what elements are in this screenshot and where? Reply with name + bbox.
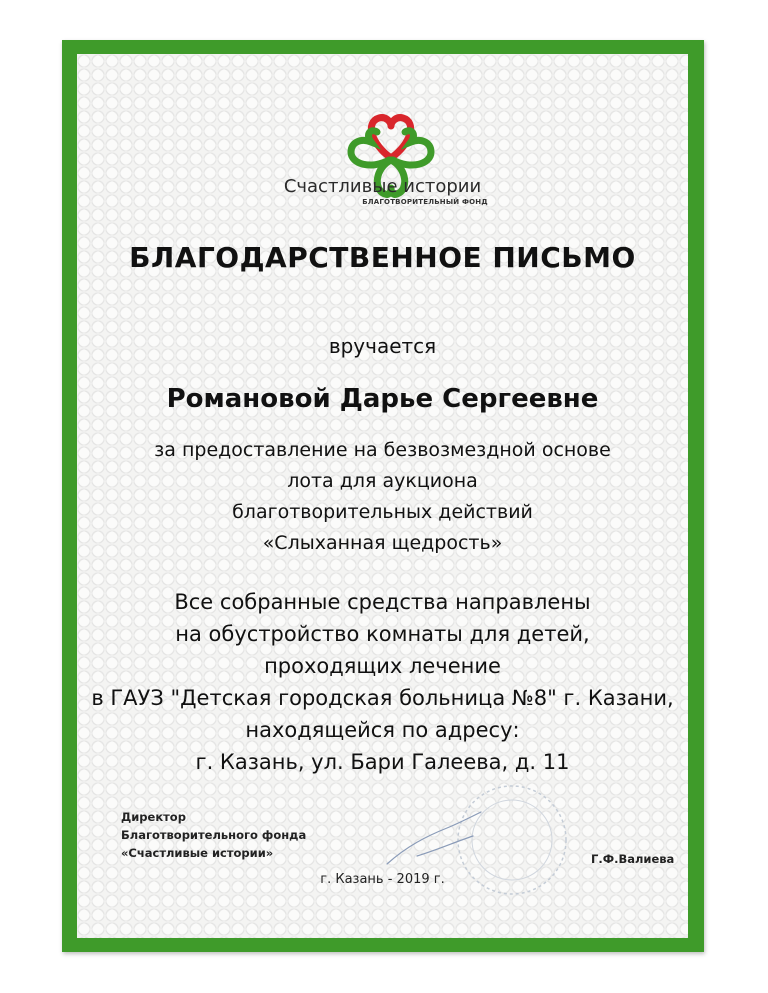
funds-line: на обустройство комнаты для детей, [175, 622, 590, 646]
reason-text [77, 435, 688, 559]
signature-icon [377, 806, 507, 876]
recipient-name: Романовой Дарье Сергеевне [166, 384, 599, 414]
funds-line: Все собранные средства направлены [174, 590, 591, 614]
awarded-to-label: вручается [328, 334, 437, 358]
letter-sheet [77, 54, 688, 938]
reason-line: за предоставление на безвозмездной основе [154, 439, 611, 461]
reason-line: «Слыханная щедрость» [262, 532, 503, 554]
signer-name: Г.Ф.Валиева [591, 852, 675, 866]
foundation-name: Счастливые истории [283, 176, 482, 197]
director-line: Директор [121, 810, 186, 824]
funds-line: находящейся по адресу: [245, 718, 520, 742]
funds-line: в ГАУЗ "Детская городская больница №8" г. Казани, [91, 686, 674, 710]
funds-line: проходящих лечение [264, 654, 501, 678]
green-border-frame [62, 40, 704, 952]
director-line: Благотворительного фонда [121, 828, 307, 842]
reason-line: лота для аукциона [287, 470, 478, 492]
director-title [121, 808, 306, 862]
director-line: «Счастливые истории» [121, 846, 274, 860]
foundation-subtitle: БЛАГОТВОРИТЕЛЬНЫЙ ФОНД [362, 198, 488, 206]
funds-line: г. Казань, ул. Бари Галеева, д. 11 [195, 750, 570, 774]
city-year: г. Казань - 2019 г. [320, 872, 445, 887]
letter-title: БЛАГОДАРСТВЕННОЕ ПИСЬМО [129, 241, 636, 274]
reason-line: благотворительных действий [232, 501, 533, 523]
funds-text [77, 586, 688, 778]
